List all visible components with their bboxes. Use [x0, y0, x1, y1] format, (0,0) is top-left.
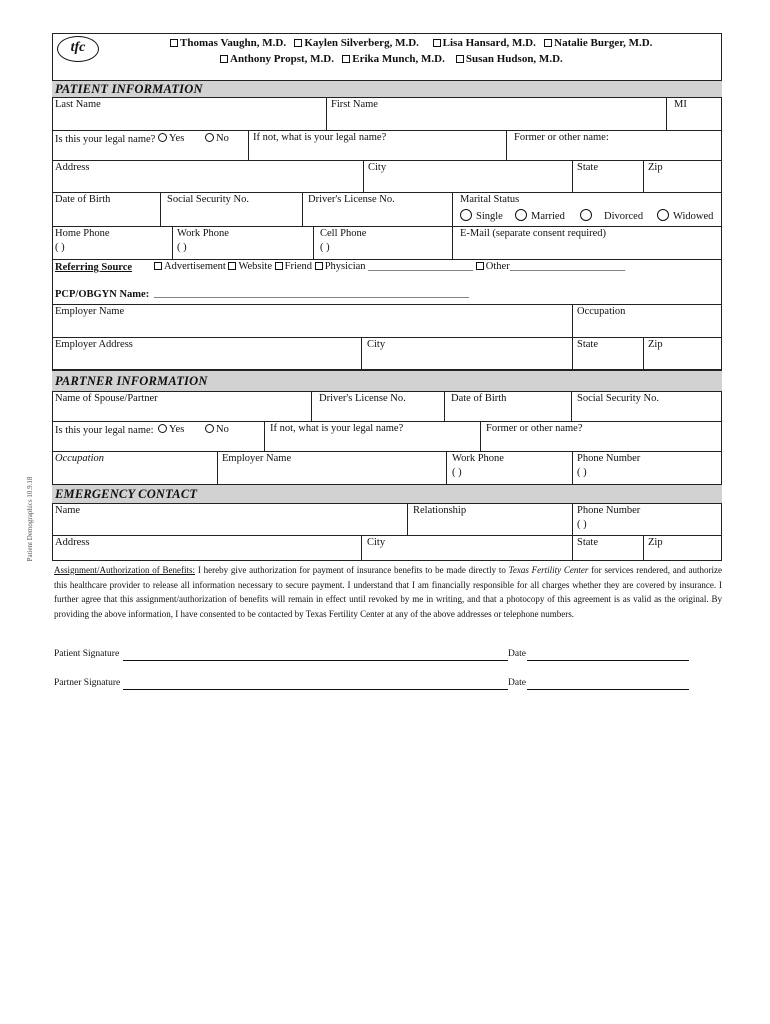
marital-married[interactable]: Married [515, 209, 565, 222]
radio-icon[interactable] [460, 209, 472, 221]
doctor-hudson[interactable]: Susan Hudson, M.D. [456, 53, 563, 65]
partner-dob-field[interactable]: Date of Birth [451, 393, 507, 404]
tfc-logo: tfc [57, 36, 99, 62]
ref-friend[interactable]: Friend [275, 261, 312, 272]
doctor-munch[interactable]: Erika Munch, M.D. [342, 53, 445, 65]
pcp-name-line[interactable]: ____________________________________________________________ [154, 288, 469, 299]
radio-icon[interactable] [580, 209, 592, 221]
ref-physician[interactable]: Physician ____________________ [315, 261, 473, 272]
checkbox-icon[interactable] [154, 262, 162, 270]
radio-icon[interactable] [515, 209, 527, 221]
radio-icon[interactable] [205, 133, 214, 142]
checkbox-icon[interactable] [170, 39, 178, 47]
cell-phone-field[interactable]: Cell Phone ( ) [320, 228, 367, 253]
email-field[interactable]: E-Mail (separate consent required) [460, 228, 607, 239]
radio-icon[interactable] [158, 424, 167, 433]
partner-section-header: PARTNER INFORMATION [52, 370, 722, 392]
employer-address-field[interactable]: Employer Address [55, 339, 133, 350]
ref-other[interactable]: Other______________________ [476, 261, 625, 272]
last-name-field[interactable]: Last Name [55, 99, 101, 110]
emergency-relationship-field[interactable]: Relationship [413, 505, 467, 516]
home-phone-field[interactable]: Home Phone ( ) [55, 228, 110, 253]
checkbox-icon[interactable] [315, 262, 323, 270]
dob-field[interactable]: Date of Birth [55, 194, 111, 205]
first-name-field[interactable]: First Name [331, 99, 378, 110]
partner-occupation-field[interactable]: Occupation [55, 453, 104, 464]
assignment-paragraph: Assignment/Authorization of Benefits: I hereby give authorization for payment of insurance benefits to be made directly to Texas Fertility Center for services rendered, and authorize this healthcare provider to release all information necessary to secure payment. I understand that I am financially responsible for all charges whether they are covered by insurance. I further agree that this assignment/authorization of benefits will remain in effect until revoked by me in writing, and that a photocopy of this agreement is as valid as the original. By providing the above information, I have consented to be contacted by Texas Fertility Center at any of the above addresses or telephone numbers. [54, 565, 723, 620]
patient-section-header: PATIENT INFORMATION [52, 80, 722, 98]
partner-date-label: Date [508, 678, 526, 688]
city-field[interactable]: City [368, 162, 387, 173]
legal-name-yes[interactable]: Yes [158, 133, 184, 144]
emergency-address-field[interactable]: Address [55, 537, 90, 548]
radio-icon[interactable] [158, 133, 167, 142]
partner-legal-name-field[interactable]: If not, what is your legal name? [270, 423, 404, 434]
referring-options [154, 261, 625, 272]
doctor-propst[interactable]: Anthony Propst, M.D. [220, 53, 334, 65]
checkbox-icon[interactable] [220, 55, 228, 63]
checkbox-icon[interactable] [544, 39, 552, 47]
work-phone-field[interactable]: Work Phone ( ) [177, 228, 229, 253]
partner-legal-name-question: Is this your legal name: [55, 425, 154, 436]
patient-signature-label: Patient Signature [54, 649, 120, 659]
ref-website[interactable]: Website [228, 261, 272, 272]
zip-field[interactable]: Zip [648, 162, 663, 173]
partner-signature-line[interactable] [123, 689, 508, 690]
patient-date-line[interactable] [527, 660, 689, 661]
partner-ssn-field[interactable]: Social Security No. [577, 393, 659, 404]
emergency-section-header: EMERGENCY CONTACT [52, 484, 722, 504]
pcp-label: PCP/OBGYN Name: [55, 289, 150, 300]
marital-divorced[interactable]: Divorced [580, 209, 643, 222]
doctor-hansard[interactable]: Lisa Hansard, M.D. [433, 37, 536, 49]
emergency-city-field[interactable]: City [367, 537, 386, 548]
drivers-license-field[interactable]: Driver's License No. [308, 194, 395, 205]
employer-name-field[interactable]: Employer Name [55, 306, 125, 317]
checkbox-icon[interactable] [294, 39, 302, 47]
ref-advertisement[interactable]: Advertisement [154, 261, 226, 272]
partner-legal-yes[interactable]: Yes [158, 424, 184, 435]
partner-phone-field[interactable]: Phone Number ( ) [577, 453, 641, 478]
partner-work-phone-field[interactable]: Work Phone ( ) [452, 453, 504, 478]
employer-city-field[interactable]: City [367, 339, 386, 350]
partner-legal-no[interactable]: No [205, 424, 229, 435]
partner-date-line[interactable] [527, 689, 689, 690]
emergency-state-field[interactable]: State [577, 537, 598, 548]
ssn-field[interactable]: Social Security No. [167, 194, 249, 205]
occupation-field[interactable]: Occupation [577, 306, 626, 317]
doctor-vaughn[interactable]: Thomas Vaughn, M.D. [170, 37, 286, 49]
checkbox-icon[interactable] [275, 262, 283, 270]
form-version-label: Patient Demographics 10.9.18 [26, 476, 34, 562]
doctor-silverberg[interactable]: Kaylen Silverberg, M.D. [294, 37, 419, 49]
radio-icon[interactable] [657, 209, 669, 221]
partner-name-field[interactable]: Name of Spouse/Partner [55, 393, 158, 404]
legal-name-no[interactable]: No [205, 133, 229, 144]
doctor-list-row1 [170, 37, 652, 49]
marital-status-label: Marital Status [460, 194, 520, 205]
patient-signature-line[interactable] [123, 660, 508, 661]
former-name-field[interactable]: Former or other name: [514, 132, 609, 143]
emergency-zip-field[interactable]: Zip [648, 537, 663, 548]
partner-drivers-license-field[interactable]: Driver's License No. [319, 393, 406, 404]
assignment-heading: Assignment/Authorization of Benefits: [54, 565, 196, 575]
partner-former-name-field[interactable]: Former or other name? [486, 423, 583, 434]
state-field[interactable]: State [577, 162, 598, 173]
emergency-phone-field[interactable]: Phone Number ( ) [577, 505, 641, 530]
radio-icon[interactable] [205, 424, 214, 433]
checkbox-icon[interactable] [342, 55, 350, 63]
legal-name-field[interactable]: If not, what is your legal name? [253, 132, 387, 143]
partner-employer-field[interactable]: Employer Name [222, 453, 292, 464]
employer-zip-field[interactable]: Zip [648, 339, 663, 350]
checkbox-icon[interactable] [228, 262, 236, 270]
checkbox-icon[interactable] [456, 55, 464, 63]
partner-signature-label: Partner Signature [54, 678, 121, 688]
checkbox-icon[interactable] [476, 262, 484, 270]
emergency-name-field[interactable]: Name [55, 505, 81, 516]
employer-state-field[interactable]: State [577, 339, 598, 350]
referring-source-label: Referring Source [55, 262, 133, 273]
marital-single[interactable]: Single [460, 209, 503, 222]
checkbox-icon[interactable] [433, 39, 441, 47]
doctor-burger[interactable]: Natalie Burger, M.D. [544, 37, 652, 49]
marital-widowed[interactable]: Widowed [657, 209, 713, 222]
doctor-list-row2 [220, 53, 563, 65]
patient-date-label: Date [508, 649, 526, 659]
legal-name-question: Is this your legal name? [55, 134, 156, 145]
address-field[interactable]: Address [55, 162, 90, 173]
mi-field[interactable]: MI [674, 99, 687, 110]
